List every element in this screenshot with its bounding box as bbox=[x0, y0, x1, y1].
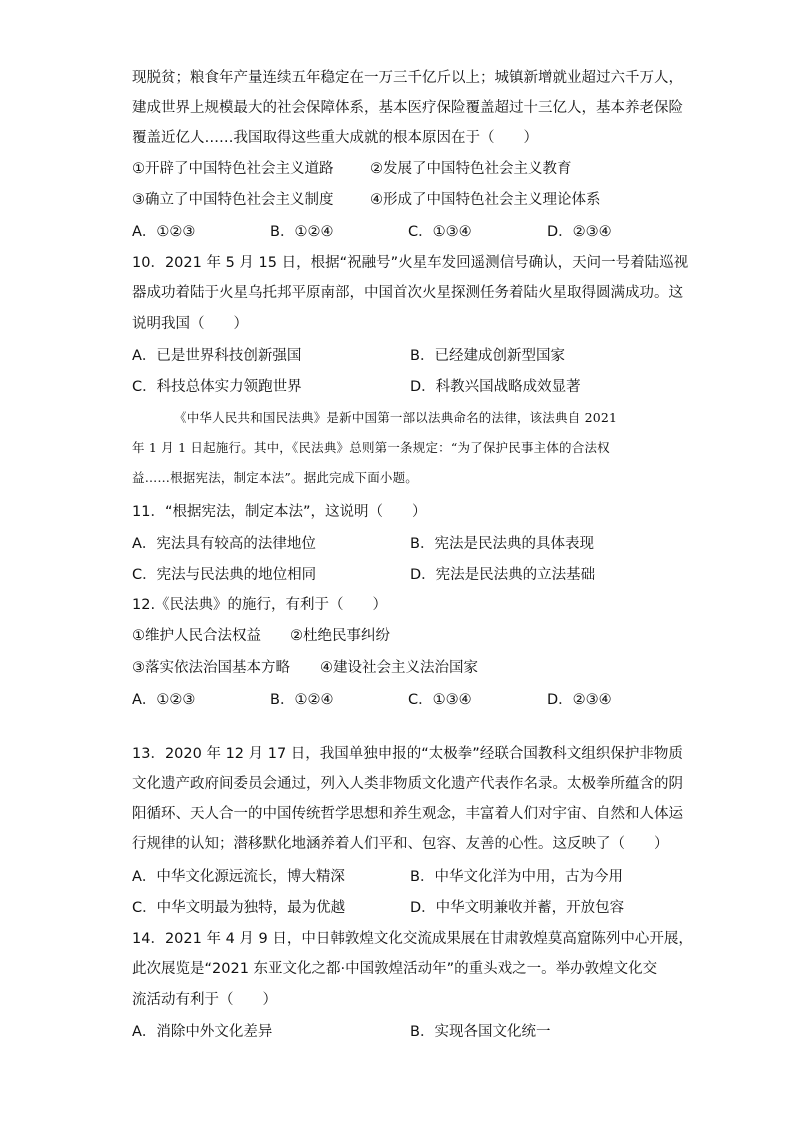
q13-option-d: D．中华文明兼收并蓄，开放包容 bbox=[410, 900, 625, 916]
q12-option-b: B．①②④ bbox=[270, 692, 334, 708]
q10-stem-line-2: 器成功着陆于火星乌托邦平原南部，中国首次火星探测任务着陆火星取得圆满成功。这 bbox=[132, 285, 683, 301]
q13-stem-line-3: 阳循环、天人合一的中国传统哲学思想和养生观念，丰富着人们对宇宙、自然和人体运 bbox=[132, 806, 683, 822]
q14-option-a: A．消除中外文化差异 bbox=[132, 1024, 273, 1040]
q13-option-c: C．中华文明最为独特，最为优越 bbox=[132, 900, 346, 916]
q13-option-a: A．中华文化源远流长，博大精深 bbox=[132, 869, 345, 885]
q11-option-a: A．宪法具有较高的法律地位 bbox=[132, 536, 316, 552]
q11-option-d: D．宪法是民法典的立法基础 bbox=[410, 567, 596, 583]
q11-option-c: C．宪法与民法典的地位相同 bbox=[132, 567, 317, 583]
q11-stem: 11．“根据宪法，制定本法”，这说明（ ） bbox=[132, 504, 427, 520]
q9-item-1: ①开辟了中国特色社会主义道路 bbox=[132, 161, 334, 177]
q11-option-b: B．宪法是民法典的具体表现 bbox=[410, 536, 594, 552]
material-line-1: 《中华人民共和国民法典》是新中国第一部以法典命名的法律，该法典自 2021 bbox=[174, 410, 618, 425]
q12-option-d: D．②③④ bbox=[547, 692, 612, 708]
q12-item-4: ④建设社会主义法治国家 bbox=[320, 660, 478, 676]
q13-option-b: B．中华文化洋为中用，古为今用 bbox=[410, 869, 623, 885]
q10-option-c: C．科技总体实力领跑世界 bbox=[132, 379, 302, 395]
q13-stem-line-4: 行规律的认知；潜移默化地涵养着人们平和、包容、友善的心性。这反映了（ ） bbox=[132, 836, 669, 852]
q9-item-4: ④形成了中国特色社会主义理论体系 bbox=[370, 192, 601, 208]
q9-option-b: B．①②④ bbox=[270, 224, 334, 240]
q9-stem-line-2: 建成世界上规模最大的社会保障体系，基本医疗保险覆盖超过十三亿人，基本养老保险 bbox=[132, 100, 683, 116]
q10-stem-line-3: 说明我国（ ） bbox=[132, 316, 248, 332]
q14-stem-line-2: 此次展览是“2021 东亚文化之都·中国敦煌活动年”的重头戏之一。举办敦煌文化交 bbox=[132, 961, 658, 977]
q9-item-2: ②发展了中国特色社会主义教育 bbox=[370, 161, 572, 177]
q13-stem-line-2: 文化遗产政府间委员会通过，列入人类非物质文化遗产代表作名录。太极拳所蕴含的阴 bbox=[132, 776, 683, 792]
q10-option-b: B．已经建成创新型国家 bbox=[410, 348, 565, 364]
q12-item-3: ③落实依法治国基本方略 bbox=[132, 660, 290, 676]
q10-option-d: D．科教兴国战略成效显著 bbox=[410, 379, 581, 395]
q9-option-c: C．①③④ bbox=[408, 224, 472, 240]
q12-option-a: A．①②③ bbox=[132, 692, 196, 708]
q9-option-a: A．①②③ bbox=[132, 224, 196, 240]
q10-option-a: A．已是世界科技创新强国 bbox=[132, 348, 302, 364]
q9-option-d: D．②③④ bbox=[547, 224, 612, 240]
q12-stem: 12.《民法典》的施行，有利于（ ） bbox=[132, 597, 388, 613]
q9-item-3: ③确立了中国特色社会主义制度 bbox=[132, 192, 334, 208]
q12-item-1: ①维护人民合法权益 bbox=[132, 628, 261, 644]
q14-stem-line-1: 14．2021 年 4 月 9 日，中日韩敦煌文化交流成果展在甘肃敦煌莫高窟陈列中心开展， bbox=[132, 931, 693, 947]
q12-option-c: C．①③④ bbox=[408, 692, 472, 708]
q12-item-2: ②杜绝民事纠纷 bbox=[290, 628, 390, 644]
q14-option-b: B．实现各国文化统一 bbox=[410, 1024, 551, 1040]
q9-stem-line-1: 现脱贫；粮食年产量连续五年稳定在一万三千亿斤以上；城镇新增就业超过六千万人， bbox=[132, 70, 683, 86]
q14-stem-line-3: 流活动有利于（ ） bbox=[132, 992, 277, 1008]
material-line-2: 年 1 月 1 日起施行。其中，《民法典》总则第一条规定：“为了保护民事主体的合法权 bbox=[132, 440, 610, 455]
q13-stem-line-1: 13．2020 年 12 月 17 日，我国单独申报的“太极拳”经联合国教科文组织保护非物质 bbox=[132, 746, 683, 762]
material-line-3: 益……根据宪法，制定本法”。据此完成下面小题。 bbox=[132, 470, 418, 485]
q9-stem-line-3: 覆盖近亿人……我国取得这些重大成就的根本原因在于（ ） bbox=[132, 130, 538, 146]
q10-stem-line-1: 10．2021 年 5 月 15 日，根据“祝融号”火星车发回遥测信号确认，天问一号着陆巡视 bbox=[132, 255, 689, 271]
